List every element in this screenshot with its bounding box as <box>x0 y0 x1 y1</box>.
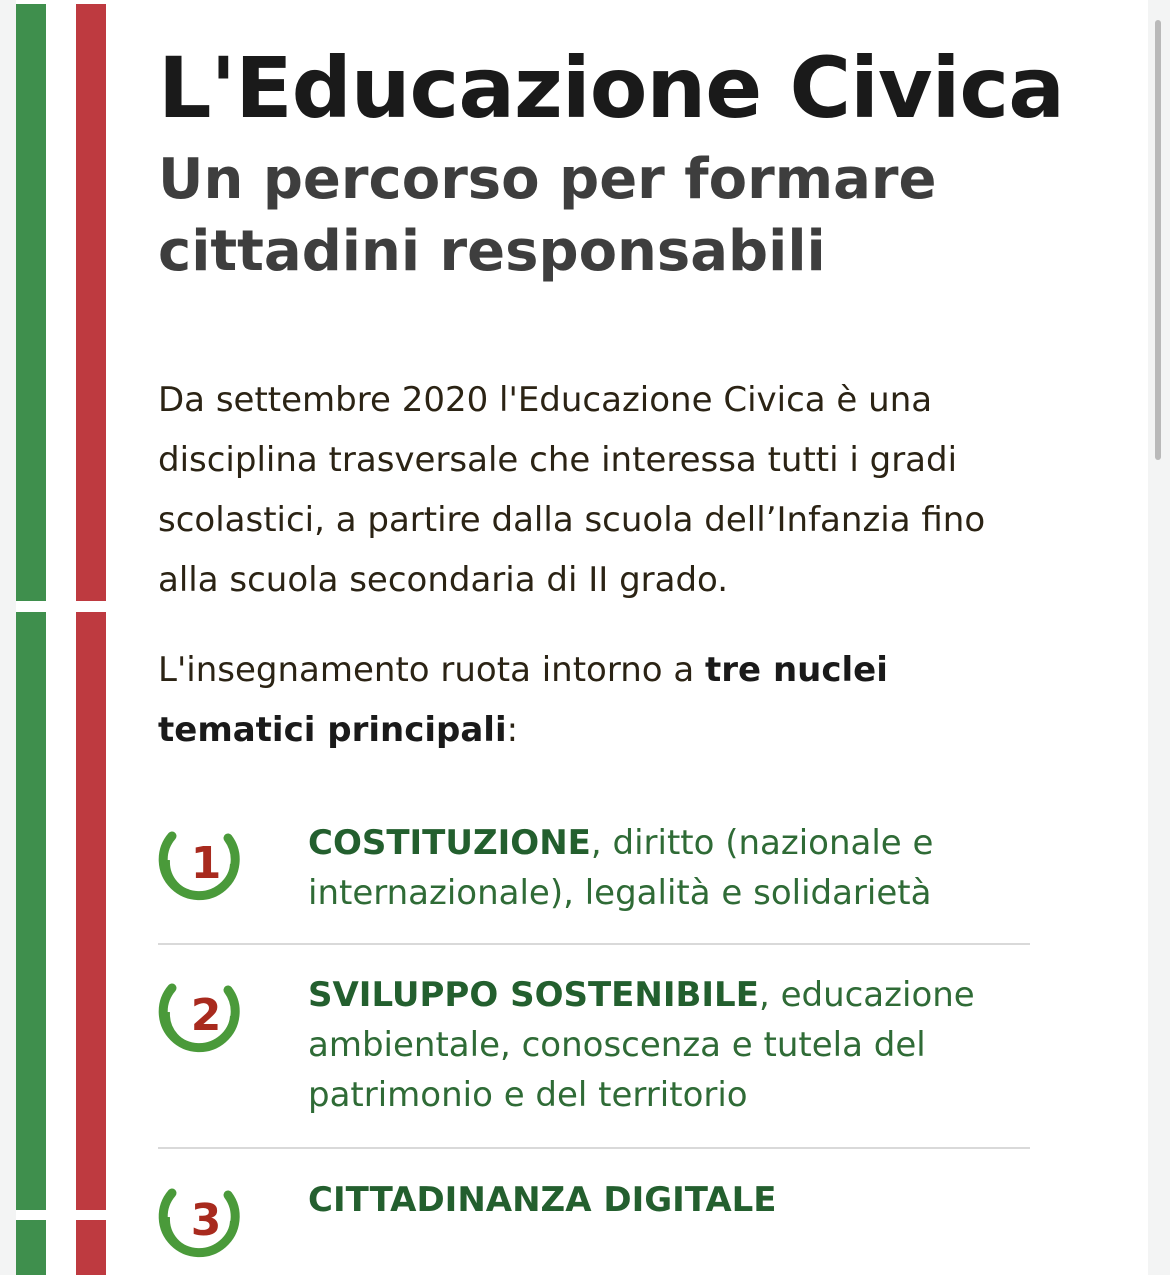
divider <box>158 943 1030 945</box>
number-badge-icon <box>158 818 242 902</box>
item-text <box>308 970 1038 1120</box>
number-badge-icon <box>158 970 242 1054</box>
lead-text: L'insegnamento ruota intorno a <box>158 650 706 690</box>
intro-paragraph: Da settembre 2020 l'Educazione Civica è una disciplina trasversale che interessa tutti i gradi scolastici, a partire dalla scuola dell’Infanzia fino alla scuola secondaria di II grado. <box>158 380 986 600</box>
list-item <box>158 970 1030 1148</box>
item-text <box>308 818 1038 918</box>
lead-colon: : <box>506 710 519 750</box>
green-stripe <box>16 612 46 1210</box>
red-stripe <box>76 612 106 1210</box>
item-keyword: SVILUPPO SOSTENIBILE <box>308 975 759 1015</box>
page-left-margin <box>0 0 16 1275</box>
item-number: 3 <box>190 1195 222 1246</box>
item-description: , diritto (nazionale e internazionale), legalità e solidarietà <box>308 823 934 913</box>
item-number: 2 <box>190 990 222 1041</box>
green-stripe <box>16 1220 46 1275</box>
list-item <box>158 818 1030 944</box>
item-text <box>308 1175 1038 1225</box>
red-stripe <box>76 1220 106 1275</box>
scrollbar-track[interactable] <box>1148 0 1170 1275</box>
page-subtitle: Un percorso per formare cittadini responsabili <box>158 147 937 284</box>
number-badge-icon <box>158 1175 242 1259</box>
scrollbar-thumb[interactable] <box>1155 20 1161 460</box>
red-stripe <box>76 4 106 601</box>
item-description: , educazione ambientale, conoscenza e tutela del patrimonio e del territorio <box>308 975 975 1115</box>
item-keyword: COSTITUZIONE <box>308 823 591 863</box>
page-title: L'Educazione Civica <box>158 39 1064 137</box>
item-number: 1 <box>190 838 222 889</box>
item-keyword: CITTADINANZA DIGITALE <box>308 1180 777 1220</box>
lead-paragraph <box>158 640 1018 760</box>
green-stripe <box>16 4 46 601</box>
list-item <box>158 1175 1030 1275</box>
lead-bold-text: tre nuclei tematici principali <box>158 650 888 750</box>
divider <box>158 1147 1030 1149</box>
